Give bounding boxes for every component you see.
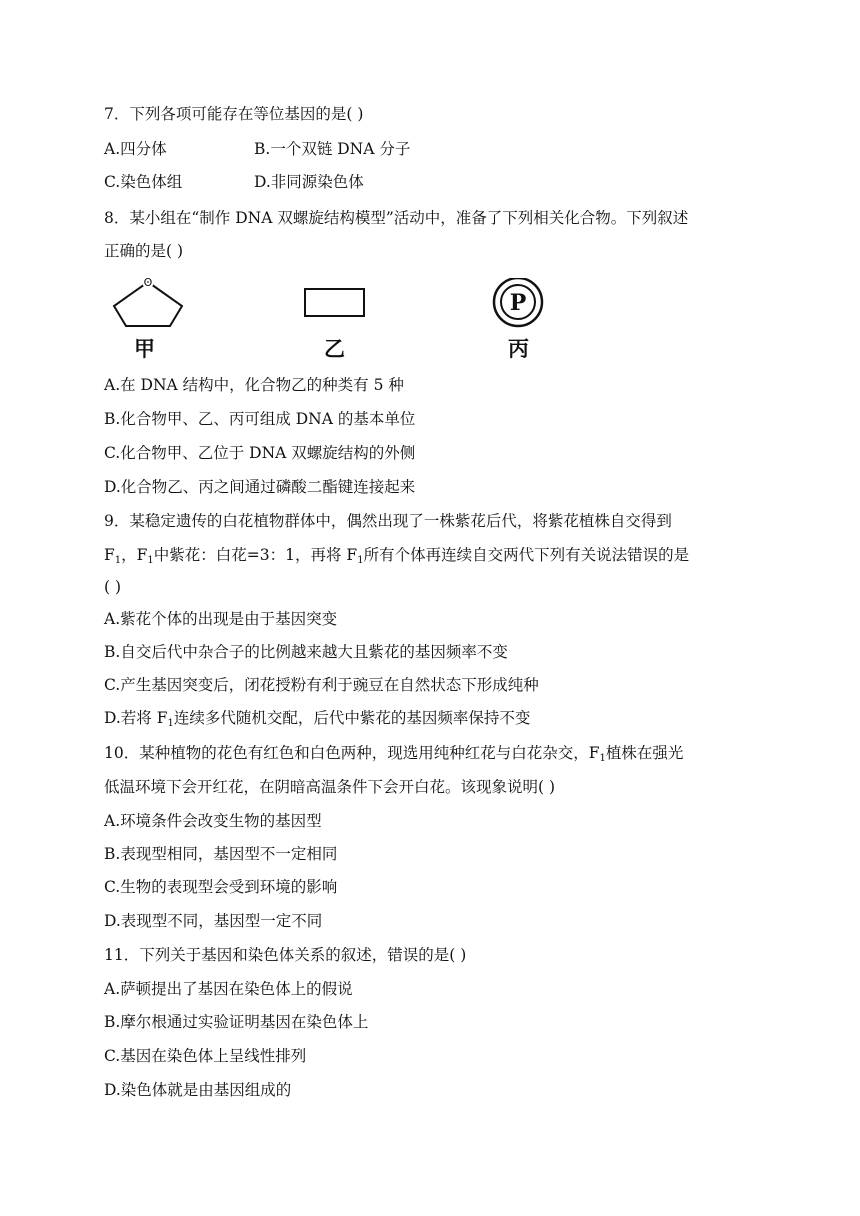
q7-stem: 7．下列各项可能存在等位基因的是( ) <box>104 105 364 123</box>
q7-option-d: D.非同源染色体 <box>254 173 364 191</box>
q11-stem: 11．下列关于基因和染色体关系的叙述，错误的是( ) <box>104 946 467 964</box>
q10-option-d: D.表现型不同，基因型一定不同 <box>104 912 323 930</box>
q7-option-a: A.四分体 <box>104 140 167 158</box>
q11-option-a: A.萨顿提出了基因在染色体上的假说 <box>104 980 353 998</box>
label-bing: 丙 <box>508 337 529 361</box>
q9-option-d: D.若将 $F_1$连续多代随机交配，后代中紫花的基因频率保持不变 <box>104 709 531 729</box>
q9-option-c: C.产生基因突变后，闭花授粉有利于豌豆在自然状态下形成纯种 <box>104 676 539 694</box>
q9-option-a: A.紫花个体的出现是由于基因突变 <box>104 610 338 628</box>
q10-option-c: C.生物的表现型会受到环境的影响 <box>104 878 338 896</box>
q8-option-b: B.化合物甲、乙、丙可组成 DNA 的基本单位 <box>104 410 416 428</box>
q11-option-d: D.染色体就是由基因组成的 <box>104 1081 292 1099</box>
q7-option-b: B.一个双链 DNA 分子 <box>254 140 411 158</box>
q8-option-d: D.化合物乙、丙之间通过磷酸二酯键连接起来 <box>104 478 416 496</box>
q11-option-b: B.摩尔根通过实验证明基因在染色体上 <box>104 1013 369 1031</box>
q10-option-b: B.表现型相同，基因型不一定相同 <box>104 845 338 863</box>
q7-option-c: C.染色体组 <box>104 173 183 191</box>
q8-option-a: A.在 DNA 结构中，化合物乙的种类有 5 种 <box>104 376 404 394</box>
pentagon-oxygen-label: O <box>143 278 153 289</box>
q8-stem-line-2: 正确的是( ) <box>104 242 184 260</box>
phosphate-symbol: P <box>509 290 527 316</box>
q10-stem-line-2: 低温环境下会开红花，在阴暗高温条件下会开白花。该现象说明( ) <box>104 778 556 796</box>
q8-compound-figure <box>104 278 564 364</box>
q10-option-a: A.环境条件会改变生物的基因型 <box>104 812 322 830</box>
label-yi: 乙 <box>324 337 345 361</box>
q9-stem-line-3: ( ) <box>104 578 122 596</box>
q11-option-c: C.基因在染色体上呈线性排列 <box>104 1047 307 1065</box>
label-jia: 甲 <box>134 337 155 361</box>
q9-stem-line-1: 9．某稳定遗传的白花植物群体中，偶然出现了一株紫花后代，将紫花植株自交得到 <box>104 512 672 530</box>
q10-stem-line-1: 10．某种植物的花色有红色和白色两种，现选用纯种红花与白花杂交，$F_1$植株在强光 <box>104 744 684 764</box>
q9-option-b: B.自交后代中杂合子的比例越来越大且紫花的基因频率不变 <box>104 643 508 661</box>
q9-stem-line-2: $F_1$，$F_1$中紫花：白花=3：1，再将 $F_1$所有个体再连续自交两代下列有关说法错误的是 <box>104 546 690 566</box>
rectangle-shape <box>305 289 364 316</box>
q8-option-c: C.化合物甲、乙位于 DNA 双螺旋结构的外侧 <box>104 444 416 462</box>
q8-stem-line-1: 8．某小组在“制作 DNA 双螺旋结构模型”活动中，准备了下列相关化合物。下列叙述 <box>104 209 689 227</box>
